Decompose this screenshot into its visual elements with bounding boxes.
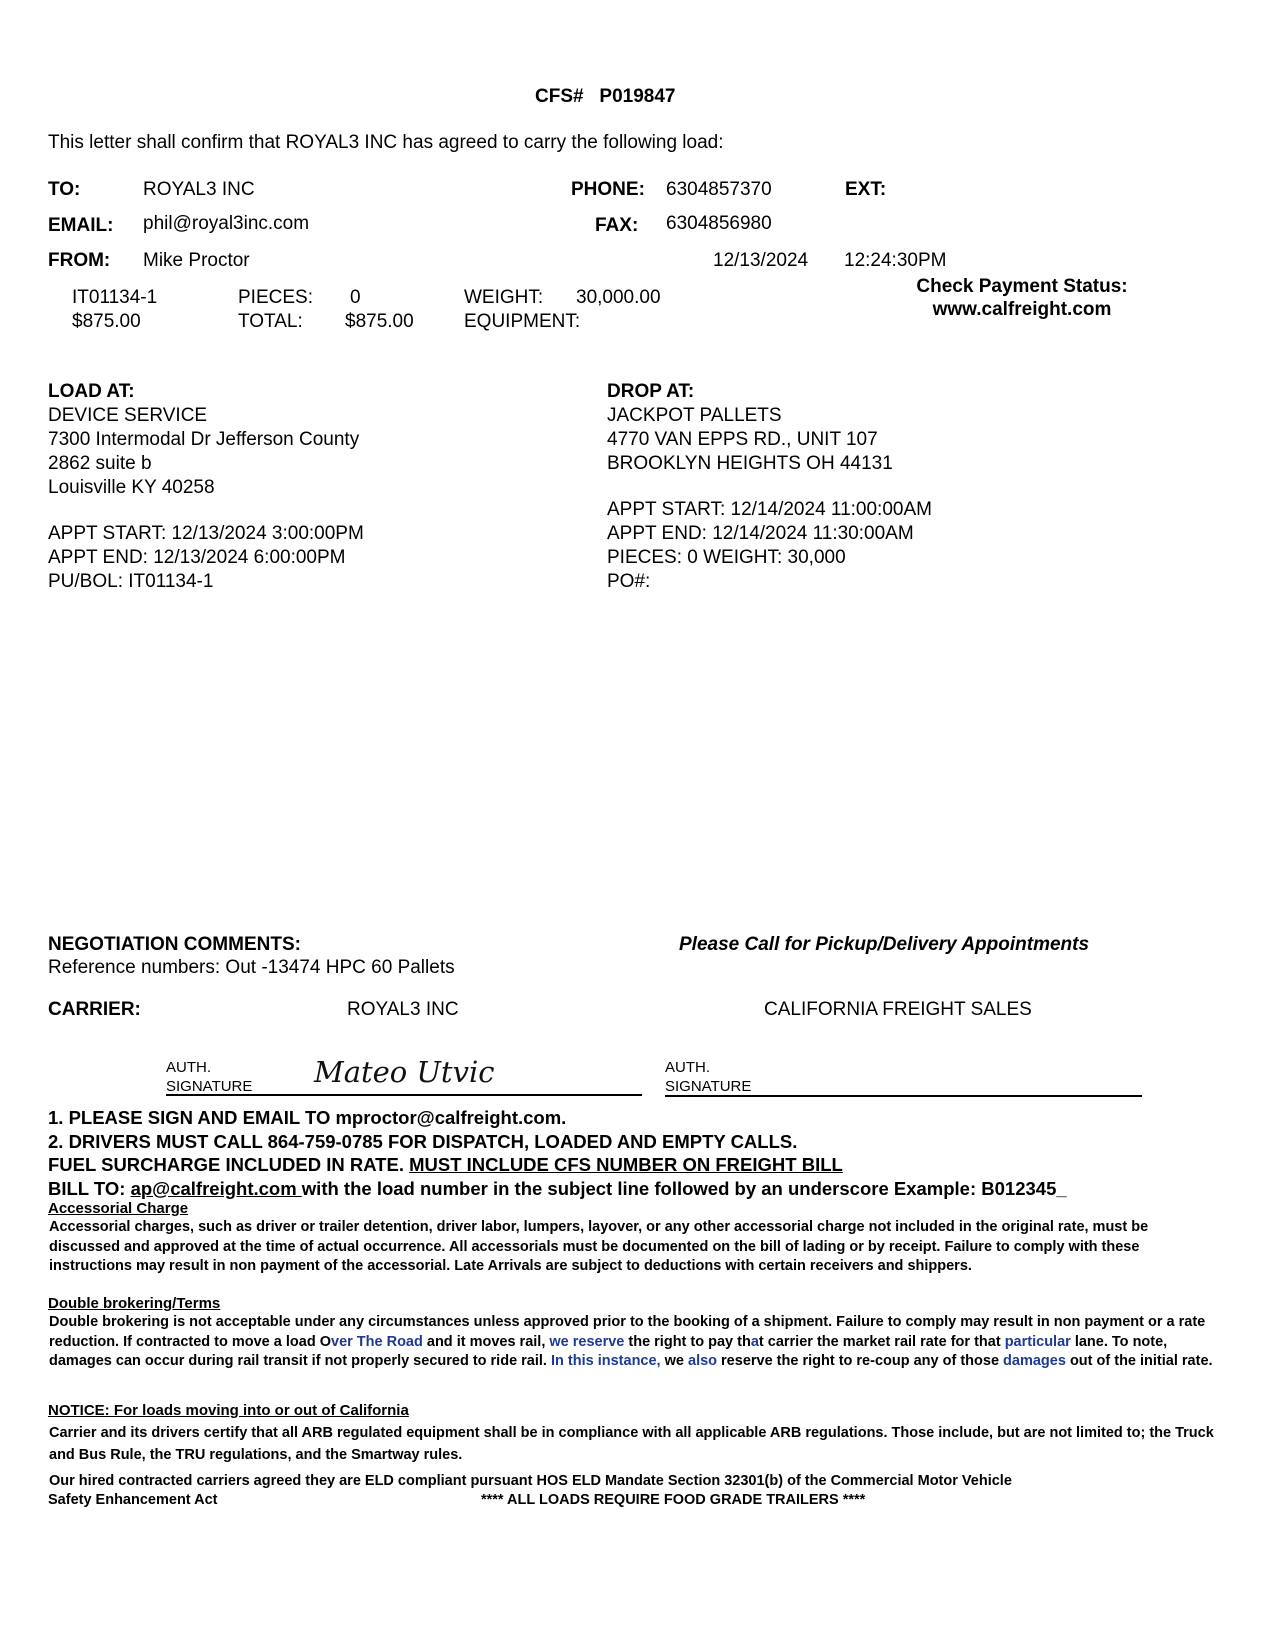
payment-status [912, 275, 1132, 321]
phone-label: PHONE: [571, 179, 645, 200]
broker-signature-line[interactable] [665, 1095, 1142, 1097]
broker-name: CALIFORNIA FREIGHT SALES [764, 999, 1032, 1020]
terms-text: t carrier the market rail rate for that [758, 1333, 1005, 1350]
eld-compliance-act: Safety Enhancement Act [48, 1492, 218, 1508]
load-at-block [48, 380, 364, 594]
negotiation-heading: NEGOTIATION COMMENTS: [48, 934, 301, 955]
carrier-auth-signature-label [166, 1058, 252, 1096]
terms-highlight: we reserve [549, 1333, 625, 1350]
svg-text:Mateo Utvic: Mateo Utvic [314, 1055, 495, 1089]
broker-auth-signature-label [665, 1058, 751, 1096]
load-at-appt-end: APPT END: 12/13/2024 6:00:00PM [48, 547, 346, 568]
weight-value: 30,000.00 [576, 287, 661, 308]
terms-text: Double brokering is not acceptable under any circumstances unless approved prior to the booking of a shipment. Failure to comply may result in non payment or a rate reduction. If contracted to move a load O [49, 1314, 1206, 1350]
load-at-address2: 2862 suite b [48, 453, 152, 474]
terms-highlight: particular [1004, 1333, 1071, 1350]
appointment-call-note: Please Call for Pickup/Delivery Appointments [679, 934, 1090, 955]
terms-text: the right to pay th [624, 1333, 751, 1350]
pieces-label: PIECES: [238, 287, 313, 308]
drop-at-block [607, 380, 932, 594]
from-value: Mike Proctor [143, 250, 250, 271]
accessorial-heading: Accessorial Charge [48, 1200, 189, 1217]
double-brokering-text [49, 1313, 1214, 1372]
email-value: phil@royal3inc.com [143, 213, 310, 234]
pieces-value: 0 [350, 287, 361, 308]
carrier-label: CARRIER: [48, 999, 141, 1020]
terms-text: lane. To note, damages can occur during rail transit if not properly secured to ride rail. [49, 1333, 1168, 1369]
drop-at-heading: DROP AT: [607, 381, 695, 402]
auth-label: AUTH. [166, 1059, 211, 1076]
instruction-bill-to [48, 1177, 1067, 1201]
load-at-heading: LOAD AT: [48, 381, 135, 402]
load-at-address1: 7300 Intermodal Dr Jefferson County [48, 429, 360, 450]
equipment-label: EQUIPMENT: [464, 311, 581, 332]
instruction-fuel-surcharge [48, 1153, 1067, 1177]
issue-date: 12/13/2024 [713, 250, 809, 271]
handwritten-signature-icon [312, 1052, 512, 1092]
drop-at-appt-end: APPT END: 12/14/2024 11:30:00AM [607, 523, 914, 544]
total-value: $875.00 [345, 311, 414, 332]
instruction-driver-calls: 2. DRIVERS MUST CALL 864-759-0785 FOR DISPATCH, LOADED AND EMPTY CALLS. [48, 1130, 798, 1152]
terms-text: and it moves rail, [422, 1333, 550, 1350]
fax-value: 6304856980 [666, 213, 772, 234]
intro-text: This letter shall confirm that ROYAL3 INC has agreed to carry the following load: [48, 132, 724, 153]
carrier-name: ROYAL3 INC [347, 999, 459, 1020]
signature-label: SIGNATURE [665, 1078, 752, 1095]
auth-label: AUTH. [665, 1059, 710, 1076]
instructions [48, 1106, 1067, 1200]
fuel-surcharge-text: FUEL SURCHARGE INCLUDED IN RATE. [48, 1154, 410, 1175]
weight-label: WEIGHT: [464, 287, 544, 308]
california-notice-text: Carrier and its drivers certify that all ARB regulated equipment shall be in compliance with all applicable ARB regulations. Those include, but are not limited to; the Truck and Bus Rule, the TRU regulations, and the Smartway rules. [49, 1425, 1214, 1463]
fax-label: FAX: [595, 215, 639, 236]
terms-text: out of the initial rate. [1065, 1353, 1213, 1369]
terms-text: reserve the right to re-coup any of those [717, 1353, 1004, 1369]
terms-highlight: also [688, 1353, 718, 1369]
from-label: FROM: [48, 250, 111, 271]
ext-label: EXT: [845, 179, 887, 200]
terms-highlight: a [750, 1333, 759, 1350]
terms-highlight: damages [1003, 1353, 1066, 1369]
load-at-name: DEVICE SERVICE [48, 405, 208, 426]
signature-label: SIGNATURE [166, 1078, 253, 1095]
cfs-number [535, 86, 676, 108]
bill-to-label: BILL TO: [48, 1177, 131, 1199]
carrier-signature-line [166, 1094, 642, 1096]
drop-at-city: BROOKLYN HEIGHTS OH 44131 [607, 453, 893, 474]
cfs-label: CFS# [535, 86, 584, 107]
drop-at-po: PO#: [607, 571, 651, 592]
accessorial-text: Accessorial charges, such as driver or trailer detention, driver labor, lumpers, layover, or any other accessorial charge not included in the original rate, must be discussed and approved at the time of actual occurrence. All accessorials must be documented on the bill of lading or by receipt. Failure to comply with these instructions may result in non payment of the accessorial. Late Arrivals are subject to deductions with certain receivers and shippers. [49, 1219, 1149, 1274]
load-number: IT01134-1 [72, 287, 158, 308]
carrier-signature[interactable] [312, 1052, 512, 1097]
load-at-city: Louisville KY 40258 [48, 477, 215, 498]
email-label: EMAIL: [48, 215, 114, 236]
phone-value: 6304857370 [666, 179, 772, 200]
load-at-appt-start: APPT START: 12/13/2024 3:00:00PM [48, 523, 364, 544]
total-label: TOTAL: [238, 311, 303, 332]
to-value: ROYAL3 INC [143, 179, 255, 200]
cfs-number-notice: MUST INCLUDE CFS NUMBER ON FREIGHT BILL [409, 1154, 843, 1175]
eld-compliance-text: Our hired contracted carriers agreed they are ELD compliant pursuant HOS ELD Mandate Section 32301(b) of the Commercial Motor Vehicle [49, 1473, 1012, 1489]
drop-at-appt-start: APPT START: 12/14/2024 11:00:00AM [607, 499, 932, 520]
cfs-value: P019847 [599, 86, 676, 107]
payment-status-link[interactable]: www.calfreight.com [932, 299, 1112, 320]
bill-to-instructions: with the load number in the subject line followed by an underscore Example: B012345_ [301, 1177, 1067, 1199]
instruction-sign-email: 1. PLEASE SIGN AND EMAIL TO mproctor@calfreight.com. [48, 1107, 567, 1128]
payment-status-label: Check Payment Status: [916, 276, 1128, 297]
bill-to-email-link[interactable]: ap@calfreight.com [130, 1177, 302, 1199]
load-at-pu-bol: PU/BOL: IT01134-1 [48, 571, 214, 592]
terms-highlight: In this instance, [551, 1353, 661, 1369]
negotiation-comment: Reference numbers: Out -13474 HPC 60 Pallets [48, 957, 455, 978]
drop-at-name: JACKPOT PALLETS [607, 405, 782, 426]
california-notice-heading: NOTICE: For loads moving into or out of California [48, 1402, 409, 1419]
food-grade-notice: **** ALL LOADS REQUIRE FOOD GRADE TRAILERS **** [481, 1492, 866, 1508]
drop-at-pieces-weight: PIECES: 0 WEIGHT: 30,000 [607, 547, 846, 568]
terms-highlight: ver The Road [331, 1333, 423, 1350]
issue-time: 12:24:30PM [844, 250, 947, 271]
rate-value: $875.00 [72, 311, 141, 332]
to-label: TO: [48, 179, 81, 200]
drop-at-address1: 4770 VAN EPPS RD., UNIT 107 [607, 429, 878, 450]
double-brokering-heading: Double brokering/Terms [48, 1295, 221, 1312]
terms-text: we [660, 1353, 688, 1369]
